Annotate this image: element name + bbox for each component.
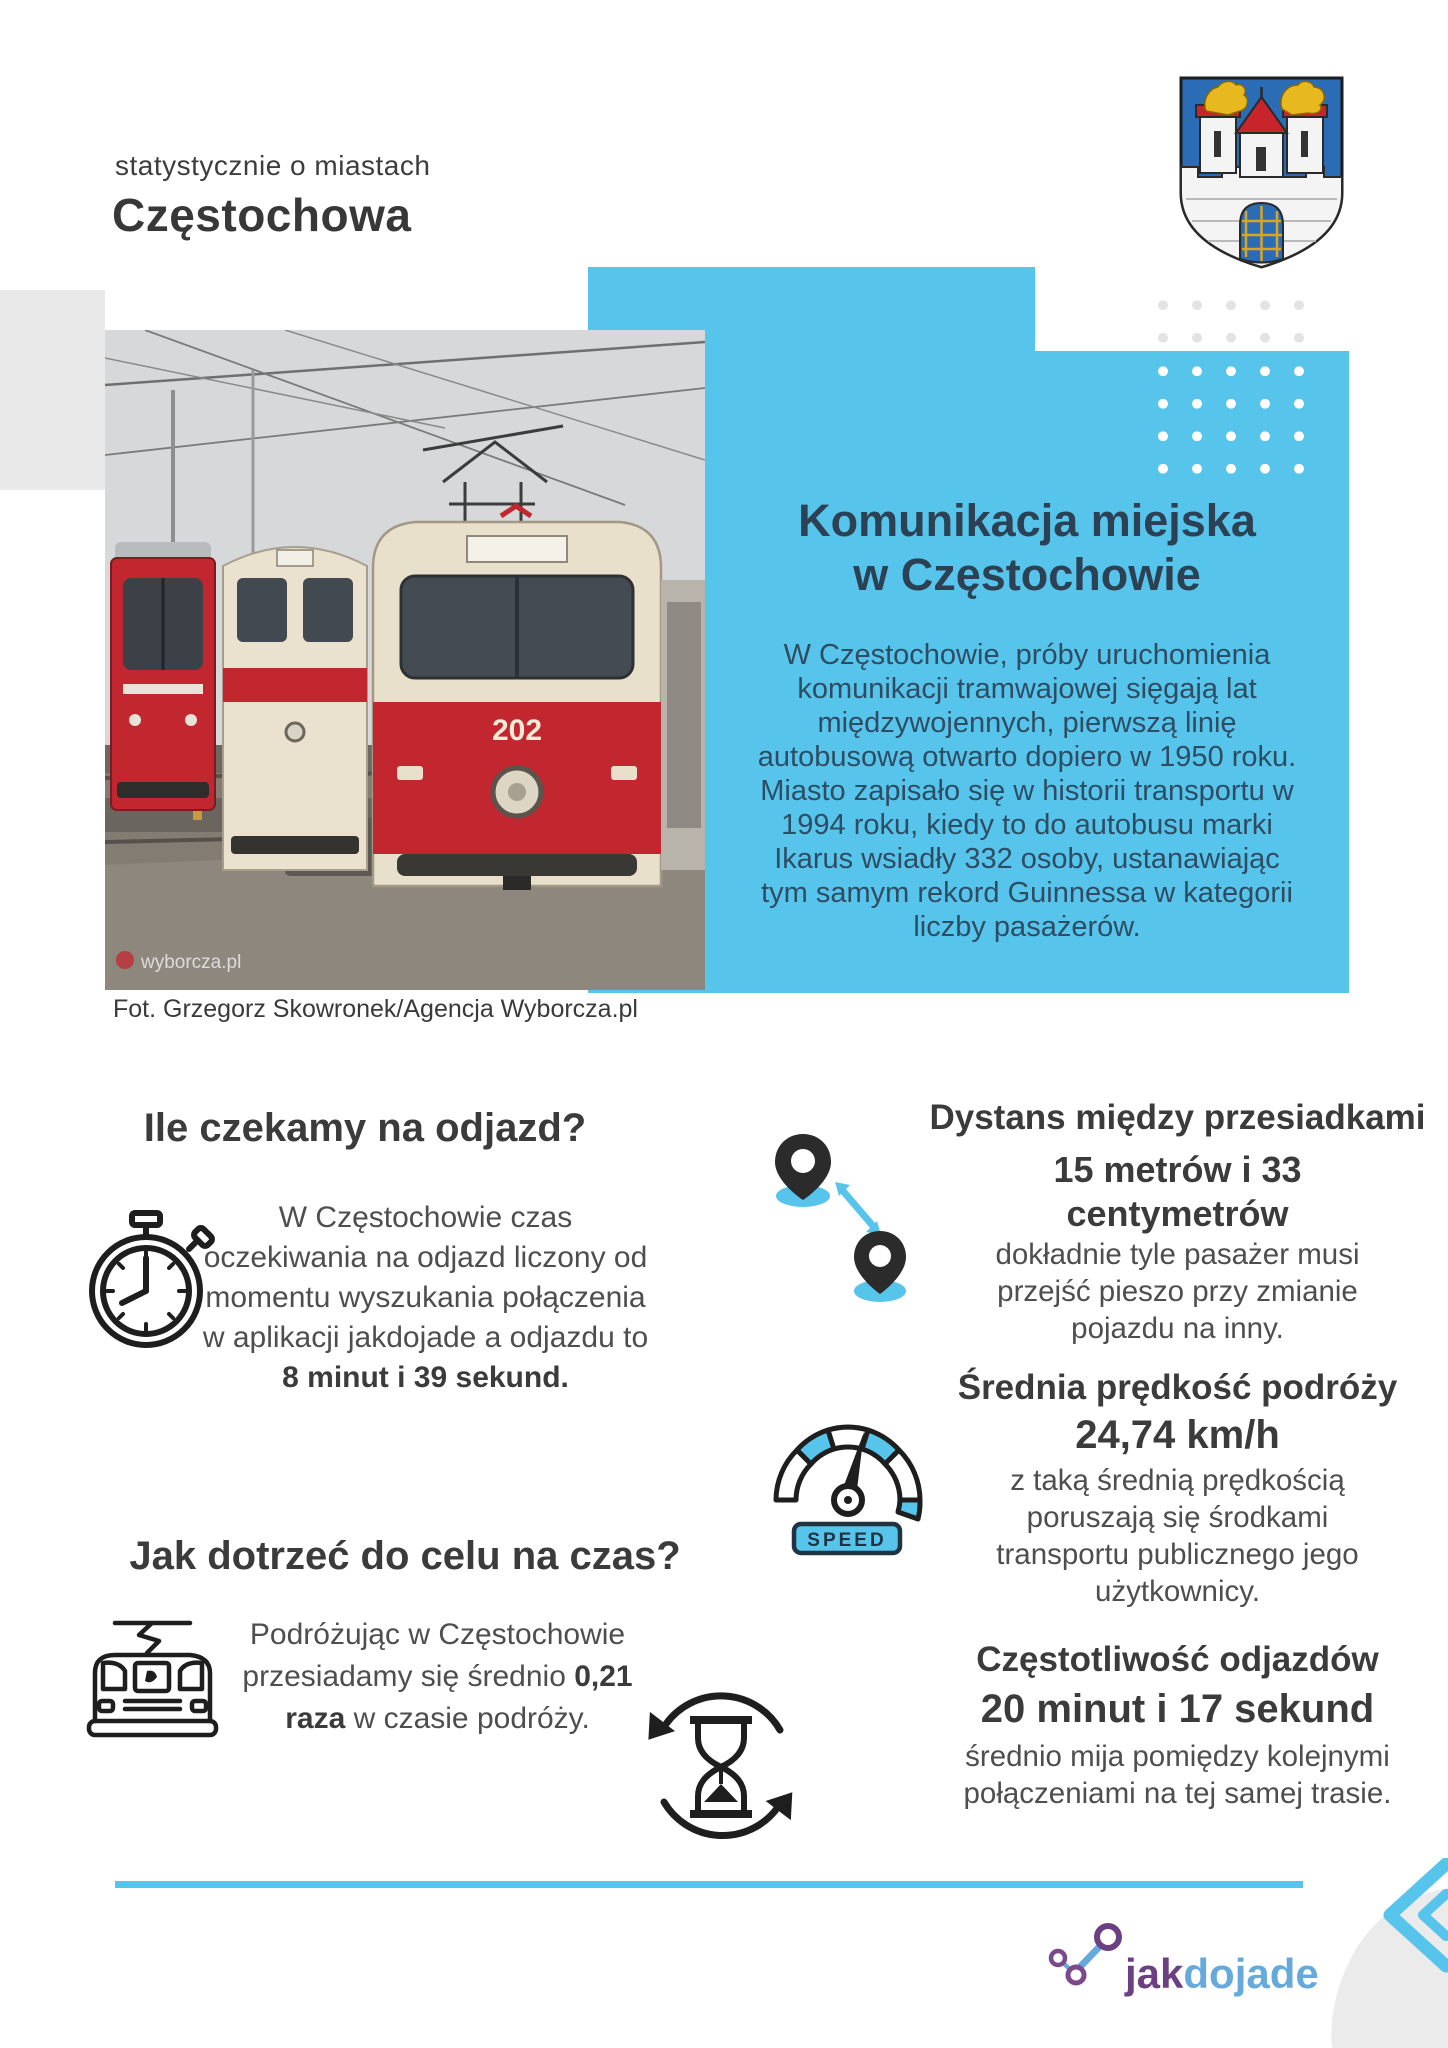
tram-number: 202 xyxy=(491,714,543,747)
photo-watermark: wyborcza.pl xyxy=(141,952,242,973)
frequency-text: średnio mija pomiędzy kolejnymi połączeniami na tej samej trasie. xyxy=(963,1740,1392,1810)
distance-value xyxy=(905,1148,1448,1236)
brand-logo-icon xyxy=(1045,1922,1127,2010)
chevron-left-icon xyxy=(1372,1858,1448,1973)
transfers-text-highlight: 0,21 raza xyxy=(285,1660,633,1735)
tram-depot-photo xyxy=(105,330,705,990)
transfers-text-main: Podróżując w Częstochowie przesiadamy się średnio xyxy=(242,1618,626,1693)
brand-wordmark-jak: jak xyxy=(1125,1950,1184,1997)
transfers-text xyxy=(240,1614,635,1740)
waiting-text-main: W Częstochowie czas oczekiwania na odjazd liczony od momentu wyszukania połączenia w aplikacji jakdojade a odjazdu to xyxy=(202,1201,649,1354)
hero-title-line1: Komunikacja miejska xyxy=(798,495,1256,546)
dot-pattern-gray xyxy=(1146,289,1316,354)
waiting-text xyxy=(198,1198,653,1398)
speed-value: 24,74 km/h xyxy=(1075,1413,1280,1457)
waiting-heading: Ile czekamy na odjazd? xyxy=(143,1106,587,1150)
speed-gauge-label: SPEED xyxy=(807,1530,887,1551)
speed-text: z taką średnią prędkością poruszają się środkami transportu publicznego jego użytkownicy. xyxy=(996,1464,1359,1608)
distance-text: dokładnie tyle pasażer musi przejść pieszo przy zmianie pojazdu na inny. xyxy=(995,1238,1360,1345)
frequency-heading: Częstotliwość odjazdów xyxy=(976,1640,1379,1679)
page-title: Częstochowa xyxy=(112,189,412,241)
brand-wordmark xyxy=(1125,1950,1319,1998)
brand-wordmark-dojade: dojade xyxy=(1183,1950,1319,1997)
waiting-text-highlight: 8 minut i 39 sekund. xyxy=(282,1361,569,1394)
photo-caption: Fot. Grzegorz Skowronek/Agencja Wyborcza.pl xyxy=(113,995,638,1023)
transfers-heading: Jak dotrzeć do celu na czas? xyxy=(129,1534,681,1578)
page-kicker: statystycznie o miastach xyxy=(115,150,431,181)
hourglass-refresh-icon xyxy=(628,1672,813,1862)
transfers-text-after: w czasie podróży. xyxy=(345,1702,590,1735)
city-crest-icon xyxy=(1178,75,1345,271)
tram-icon xyxy=(85,1615,220,1745)
hero-title-line2: w Częstochowie xyxy=(853,549,1201,600)
dot-pattern-white xyxy=(1146,355,1316,485)
hero-title xyxy=(705,494,1349,602)
hero-body: W Częstochowie, próby uruchomienia komunikacji tramwajowej sięgają lat międzywojennych, pierwszą linię autobusową otwarto dopiero w 1950 roku. Miasto zapisało się w historii transportu w 1994 roku, kiedy to do autobusu marki Ikarus wsiadły 332 osoby, ustanawiając tym samym rekord Guinnessa w kategorii liczby pasażerów. xyxy=(757,639,1297,943)
distance-value-text: 15 metrów i 33 centymetrów xyxy=(1053,1149,1302,1234)
frequency-value: 20 minut i 17 sekund xyxy=(980,1687,1375,1731)
footer-divider xyxy=(115,1881,1303,1888)
left-gray-block xyxy=(0,290,105,490)
map-pins-icon xyxy=(755,1128,925,1303)
distance-heading: Dystans między przesiadkami xyxy=(929,1098,1426,1137)
speed-heading: Średnia prędkość podróży xyxy=(957,1368,1398,1407)
